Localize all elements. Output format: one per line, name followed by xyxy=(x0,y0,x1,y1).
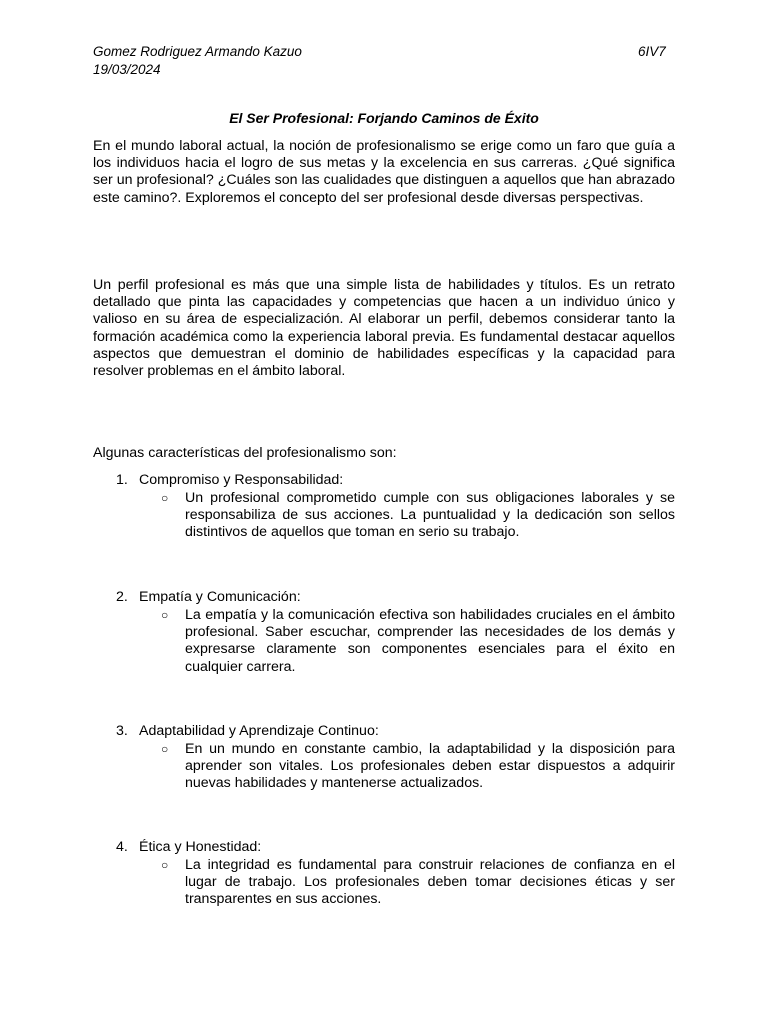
list-intro: Algunas características del profesionalismo son: xyxy=(93,445,397,461)
list-item-number: 3. xyxy=(116,723,128,739)
list-item-label: Empatía y Comunicación: xyxy=(139,589,301,605)
list-item-number: 2. xyxy=(116,589,128,605)
author-name: Gomez Rodriguez Armando Kazuo xyxy=(93,44,302,59)
group-code: 6IV7 xyxy=(638,44,666,59)
list-item-text: La integridad es fundamental para construir relaciones de confianza en el lugar de trabajo. Los profesionales deben tomar decisiones éticas y ser transparentes en sus acciones. xyxy=(185,857,675,908)
list-item-text: Un profesional comprometido cumple con sus obligaciones laborales y se responsabiliza de sus acciones. La puntualidad y la dedicación son sellos distintivos de aquellos que toman en serio su trabajo. xyxy=(185,490,675,541)
document-title: El Ser Profesional: Forjando Caminos de Éxito xyxy=(229,110,539,126)
list-item-label: Compromiso y Responsabilidad: xyxy=(139,472,344,488)
list-item xyxy=(93,723,675,793)
circle-bullet-icon: ○ xyxy=(161,742,169,756)
list-item-text: En un mundo en constante cambio, la adaptabilidad y la disposición para aprender son vitales. Los profesionales deben estar dispuestos a adquirir nuevas habilidades y mantenerse actualizados. xyxy=(185,741,675,792)
list-item-label: Adaptabilidad y Aprendizaje Continuo: xyxy=(139,723,379,739)
list-item xyxy=(93,839,675,909)
list-item-text: La empatía y la comunicación efectiva son habilidades cruciales en el ámbito profesional. Saber escuchar, comprender las necesidades de los demás y expresarse claramente son componentes esenciales para el éxito en cualquier carrera. xyxy=(185,607,675,675)
paragraph-profile: Un perfil profesional es más que una simple lista de habilidades y títulos. Es un retrato detallado que pinta las capacidades y competencias que hacen a un individuo único y valioso en su área de especialización. Al elaborar un perfil, debemos considerar tanto la formación académica como la experiencia laboral previa. Es fundamental destacar aquellos aspectos que demuestran el dominio de habilidades específicas y la capacidad para resolver problemas en el ámbito laboral. xyxy=(93,277,675,380)
circle-bullet-icon: ○ xyxy=(161,858,169,872)
circle-bullet-icon: ○ xyxy=(161,491,169,505)
list-item-label: Ética y Honestidad: xyxy=(139,839,262,855)
list-item xyxy=(93,589,675,676)
list-item xyxy=(93,472,675,542)
document-date: 19/03/2024 xyxy=(93,62,161,77)
paragraph-intro: En el mundo laboral actual, la noción de profesionalismo se erige como un faro que guía a los individuos hacia el logro de sus metas y la excelencia en sus carreras. ¿Qué significa ser un profesional? ¿Cuáles son las cualidades que distinguen a aquellos que han abrazado este camino?. Exploremos el concepto del ser profesional desde diversas perspectivas. xyxy=(93,138,675,206)
list-item-number: 4. xyxy=(116,839,128,855)
circle-bullet-icon: ○ xyxy=(161,608,169,622)
list-item-number: 1. xyxy=(116,472,128,488)
